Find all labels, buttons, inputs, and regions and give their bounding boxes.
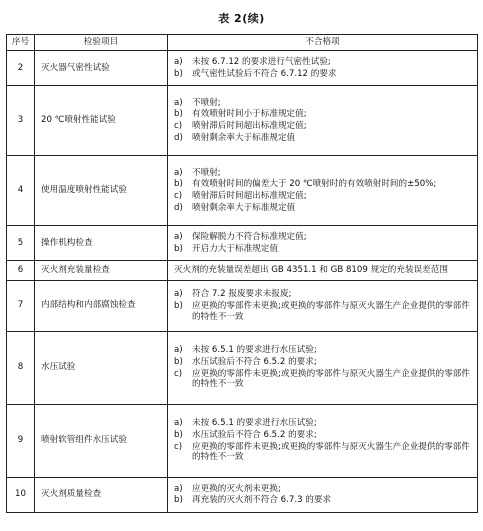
nonconformity-text: 或气密性试验后不符合 6.7.12 的要求 — [192, 68, 337, 79]
inspection-item: 灭火剂质量检查 — [35, 477, 168, 512]
list-marker: d) — [174, 132, 183, 143]
nonconformity-text: 未按 6.7.12 的要求进行气密性试验; — [192, 56, 331, 67]
list-marker: d) — [174, 202, 183, 213]
list-marker: a) — [174, 483, 183, 494]
nonconformity-text: 符合 7.2 报废要求未报废; — [192, 289, 292, 300]
table-row — [7, 280, 478, 331]
nonconformity-line — [174, 345, 473, 356]
inspection-item: 操作机构检查 — [35, 226, 168, 261]
row-number: 3 — [7, 86, 35, 156]
header-no: 序号 — [7, 35, 35, 51]
nonconformity-line — [174, 133, 473, 144]
nonconformity-cell — [168, 156, 478, 226]
nonconformity-line — [174, 232, 473, 243]
nonconformity-text: 有效喷射时间小于标准规定值; — [192, 109, 307, 120]
list-marker: a) — [174, 56, 183, 67]
nonconformity-line — [174, 98, 473, 109]
nonconformity-text: 再充装的灭火剂不符合 6.7.3 的要求 — [192, 495, 332, 506]
nonconformity-text: 开启力大于标准规定值 — [192, 243, 278, 254]
inspection-item: 灭火器气密性试验 — [35, 51, 168, 86]
nonconformity-line — [174, 69, 473, 80]
list-marker: a) — [174, 418, 183, 429]
nonconformity-line — [174, 357, 473, 368]
list-marker: b) — [174, 357, 183, 367]
table-row — [7, 226, 478, 261]
nonconformity-text: 喷射剩余率大于标准规定值 — [192, 202, 296, 213]
list-marker: a) — [174, 167, 183, 178]
list-marker: c) — [174, 121, 183, 131]
list-marker: a) — [174, 289, 183, 300]
nonconformity-line — [174, 495, 473, 506]
table-row — [7, 261, 478, 281]
nonconformity-line — [174, 244, 473, 255]
table-row — [7, 51, 478, 86]
nonconformity-cell — [168, 331, 478, 404]
nonconformity-cell — [168, 404, 478, 477]
list-marker: b) — [174, 495, 183, 506]
row-number: 4 — [7, 156, 35, 226]
nonconformity-line — [174, 179, 473, 190]
nonconformity-cell — [168, 280, 478, 331]
row-number: 6 — [7, 261, 35, 281]
nonconformity-line — [174, 109, 473, 120]
nonconformity-text: 水压试验后不符合 6.5.2 的要求; — [192, 357, 317, 367]
nonconformity-text: 应更换的零部件未更换;或更换的零部件与原灭火器生产企业提供的零部件的特性不一致 — [192, 368, 470, 390]
nonconformity-text: 喷射剩余率大于标准规定值 — [192, 132, 296, 143]
table-title: 表 2(续) — [218, 12, 265, 25]
table-row — [7, 477, 478, 512]
header-item: 检验项目 — [35, 35, 168, 51]
nonconformity-cell — [168, 261, 478, 281]
inspection-item: 水压试验 — [35, 331, 168, 404]
nonconformity-cell — [168, 51, 478, 86]
nonconformity-text: 喷射滞后时间超出标准规定值; — [192, 191, 307, 201]
nonconformity-cell — [168, 86, 478, 156]
nonconformity-cell — [168, 226, 478, 261]
row-number: 7 — [7, 280, 35, 331]
nonconformity-line — [174, 418, 473, 429]
nonconformity-text: 有效喷射时间的偏差大于 20 ℃喷射时的有效喷射时间的±50%; — [192, 179, 437, 190]
nonconformity-text: 喷射滞后时间超出标准规定值; — [192, 121, 307, 131]
nonconformity-line — [174, 442, 473, 463]
nonconformity-text: 应更换的零部件未更换;或更换的零部件与原灭火器生产企业提供的零部件的特性不一致 — [192, 441, 470, 463]
nonconformity-text: 灭火剂的充装量误差超出 GB 4351.1 和 GB 8109 规定的充装误差范围 — [174, 265, 448, 275]
list-marker: b) — [174, 179, 183, 190]
table-row — [7, 156, 478, 226]
list-marker: a) — [174, 97, 183, 108]
list-marker: a) — [174, 345, 183, 356]
row-number: 5 — [7, 226, 35, 261]
inspection-table — [6, 34, 478, 513]
nonconformity-line — [174, 57, 473, 68]
table-row — [7, 331, 478, 404]
nonconformity-text: 不喷射; — [192, 167, 221, 178]
list-marker: c) — [174, 368, 183, 379]
nonconformity-line — [174, 168, 473, 179]
table-row — [7, 86, 478, 156]
list-marker: b) — [174, 68, 183, 79]
list-marker: b) — [174, 430, 183, 440]
nonconformity-cell — [168, 477, 478, 512]
row-number: 10 — [7, 477, 35, 512]
nonconformity-line — [174, 121, 473, 132]
nonconformity-text: 水压试验后不符合 6.5.2 的要求; — [192, 430, 317, 440]
nonconformity-line — [174, 369, 473, 390]
nonconformity-line — [174, 191, 473, 202]
nonconformity-text: 应更换的灭火剂未更换; — [192, 483, 281, 494]
inspection-item: 内部结构和内部腐蚀检查 — [35, 280, 168, 331]
list-marker: b) — [174, 243, 183, 254]
nonconformity-text: 应更换的零部件未更换;或更换的零部件与原灭火器生产企业提供的零部件的特性不一致 — [192, 300, 470, 322]
nonconformity-line — [174, 301, 473, 322]
nonconformity-text: 保险解脱力不符合标准规定值; — [192, 231, 307, 242]
nonconformity-line — [174, 289, 473, 300]
nonconformity-line — [174, 203, 473, 214]
inspection-item: 灭火剂充装量检查 — [35, 261, 168, 281]
nonconformity-text: 未按 6.5.1 的要求进行水压试验; — [192, 345, 317, 356]
list-marker: b) — [174, 109, 183, 120]
table-body — [7, 51, 478, 513]
list-marker: c) — [174, 191, 183, 201]
list-marker: c) — [174, 441, 183, 452]
list-marker: b) — [174, 300, 183, 311]
inspection-item: 使用温度喷射性能试验 — [35, 156, 168, 226]
nonconformity-line — [174, 430, 473, 441]
inspection-item: 20 ℃喷射性能试验 — [35, 86, 168, 156]
row-number: 2 — [7, 51, 35, 86]
nonconformity-text: 不喷射; — [192, 97, 221, 108]
row-number: 8 — [7, 331, 35, 404]
inspection-item: 喷射软管组件水压试验 — [35, 404, 168, 477]
row-number: 9 — [7, 404, 35, 477]
nonconformity-line — [174, 484, 473, 495]
nonconformity-line — [174, 265, 473, 276]
list-marker: a) — [174, 231, 183, 242]
table-header-row — [7, 35, 478, 51]
nonconformity-text: 未按 6.5.1 的要求进行水压试验; — [192, 418, 317, 429]
header-criteria: 不合格项 — [168, 35, 478, 51]
table-row — [7, 404, 478, 477]
